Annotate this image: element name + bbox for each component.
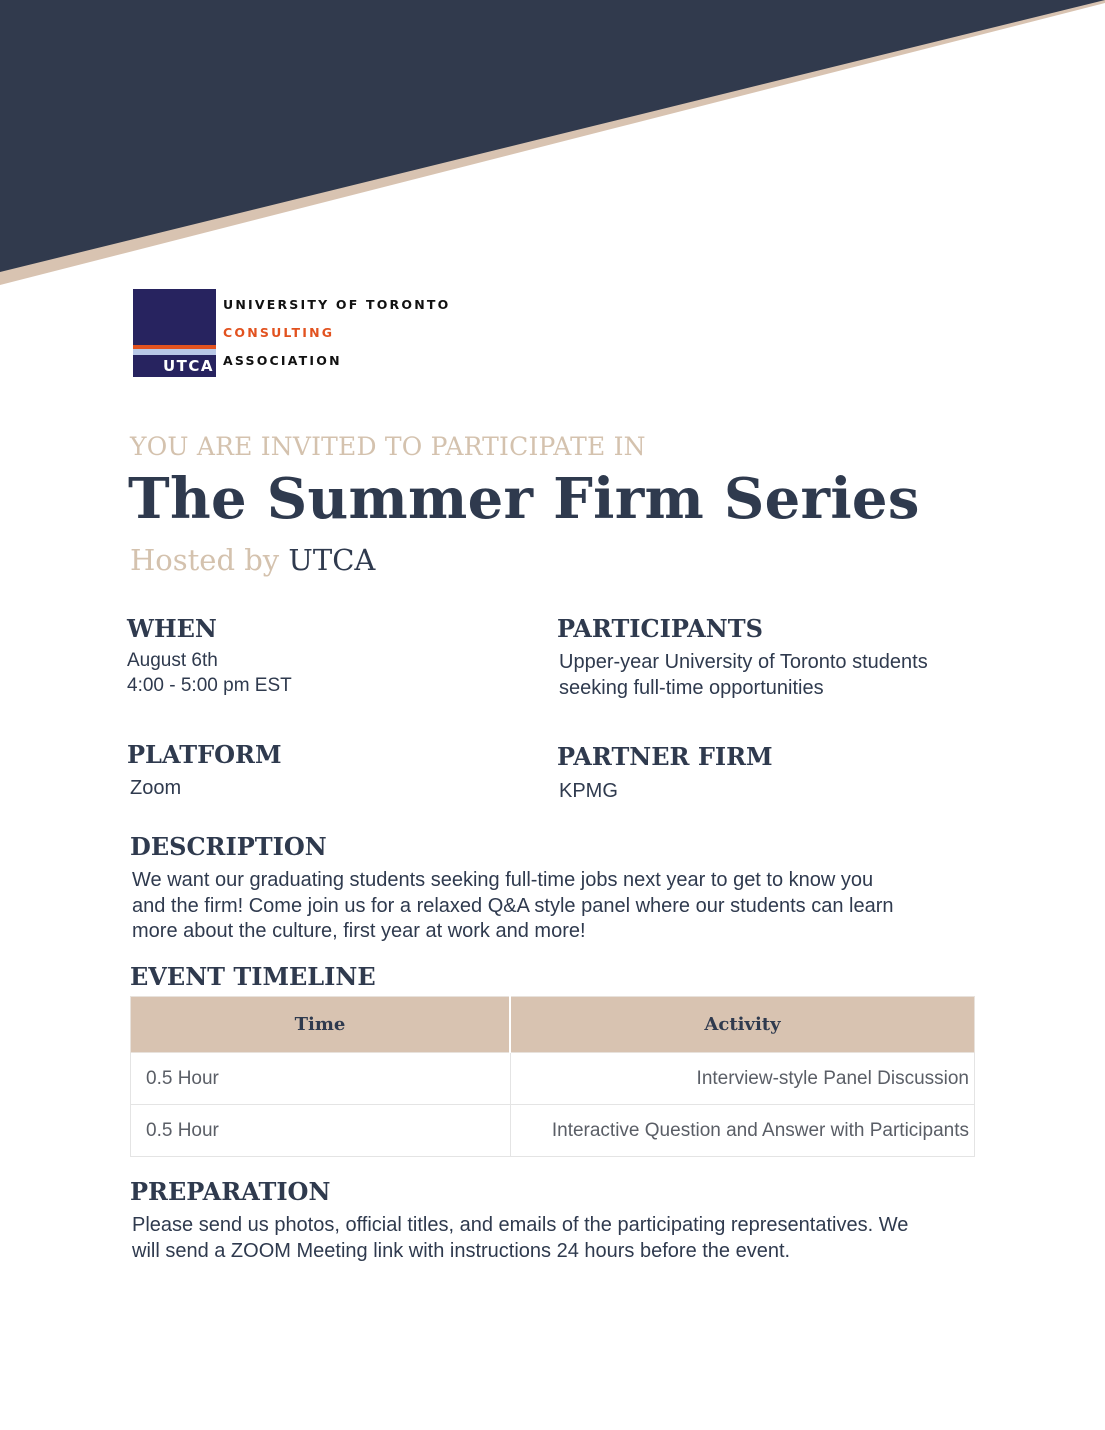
when-date: August 6th [127,650,218,671]
timeline-heading: EVENT TIMELINE [130,962,376,991]
invite-text: YOU ARE INVITED TO PARTICIPATE IN [130,432,646,461]
partner-value: KPMG [559,780,618,802]
column-header-time: Time [131,997,511,1053]
page-title: The Summer Firm Series [128,466,920,532]
utca-logo [133,289,463,379]
when-heading: WHEN [127,614,217,643]
platform-heading: PLATFORM [127,740,282,769]
preparation-line: will send a ZOOM Meeting link with instructions 24 hours before the event. [132,1240,791,1262]
timeline-table [130,996,975,1157]
logo-mark: UTCA [162,357,214,375]
logo-stripe [133,349,216,355]
participants-line: seeking full-time opportunities [559,677,824,699]
hosted-by [130,543,375,577]
logo-line: CONSULTING [223,325,335,340]
description-heading: DESCRIPTION [130,832,327,861]
partner-heading: PARTNER FIRM [557,742,773,771]
table-row [131,1105,975,1157]
hosted-by-label: Hosted by [130,543,280,577]
preparation-line: Please send us photos, official titles, and emails of the participating representatives. We [132,1214,909,1236]
header-banner [0,0,1105,300]
participants-heading: PARTICIPANTS [557,614,763,643]
activity-cell: Interview-style Panel Discussion [510,1053,975,1105]
when-time: 4:00 - 5:00 pm EST [127,675,292,696]
description-line: and the firm! Come join us for a relaxed Q&A style panel where our students can learn [132,895,894,917]
logo-line: UNIVERSITY OF TORONTO [223,297,451,312]
host-name: UTCA [288,543,376,577]
time-cell: 0.5 Hour [131,1105,511,1157]
table-header-row [131,997,975,1053]
preparation-heading: PREPARATION [130,1177,331,1206]
platform-value: Zoom [130,777,182,799]
description-line: more about the culture, first year at work and more! [132,920,586,942]
column-header-activity: Activity [510,997,975,1053]
participants-line: Upper-year University of Toronto students [559,651,928,673]
table-row [131,1053,975,1105]
time-cell: 0.5 Hour [131,1053,511,1105]
logo-line: ASSOCIATION [223,353,342,368]
logo-box [133,289,216,377]
description-line: We want our graduating students seeking full-time jobs next year to get to know you [132,869,874,891]
activity-cell: Interactive Question and Answer with Participants [510,1105,975,1157]
